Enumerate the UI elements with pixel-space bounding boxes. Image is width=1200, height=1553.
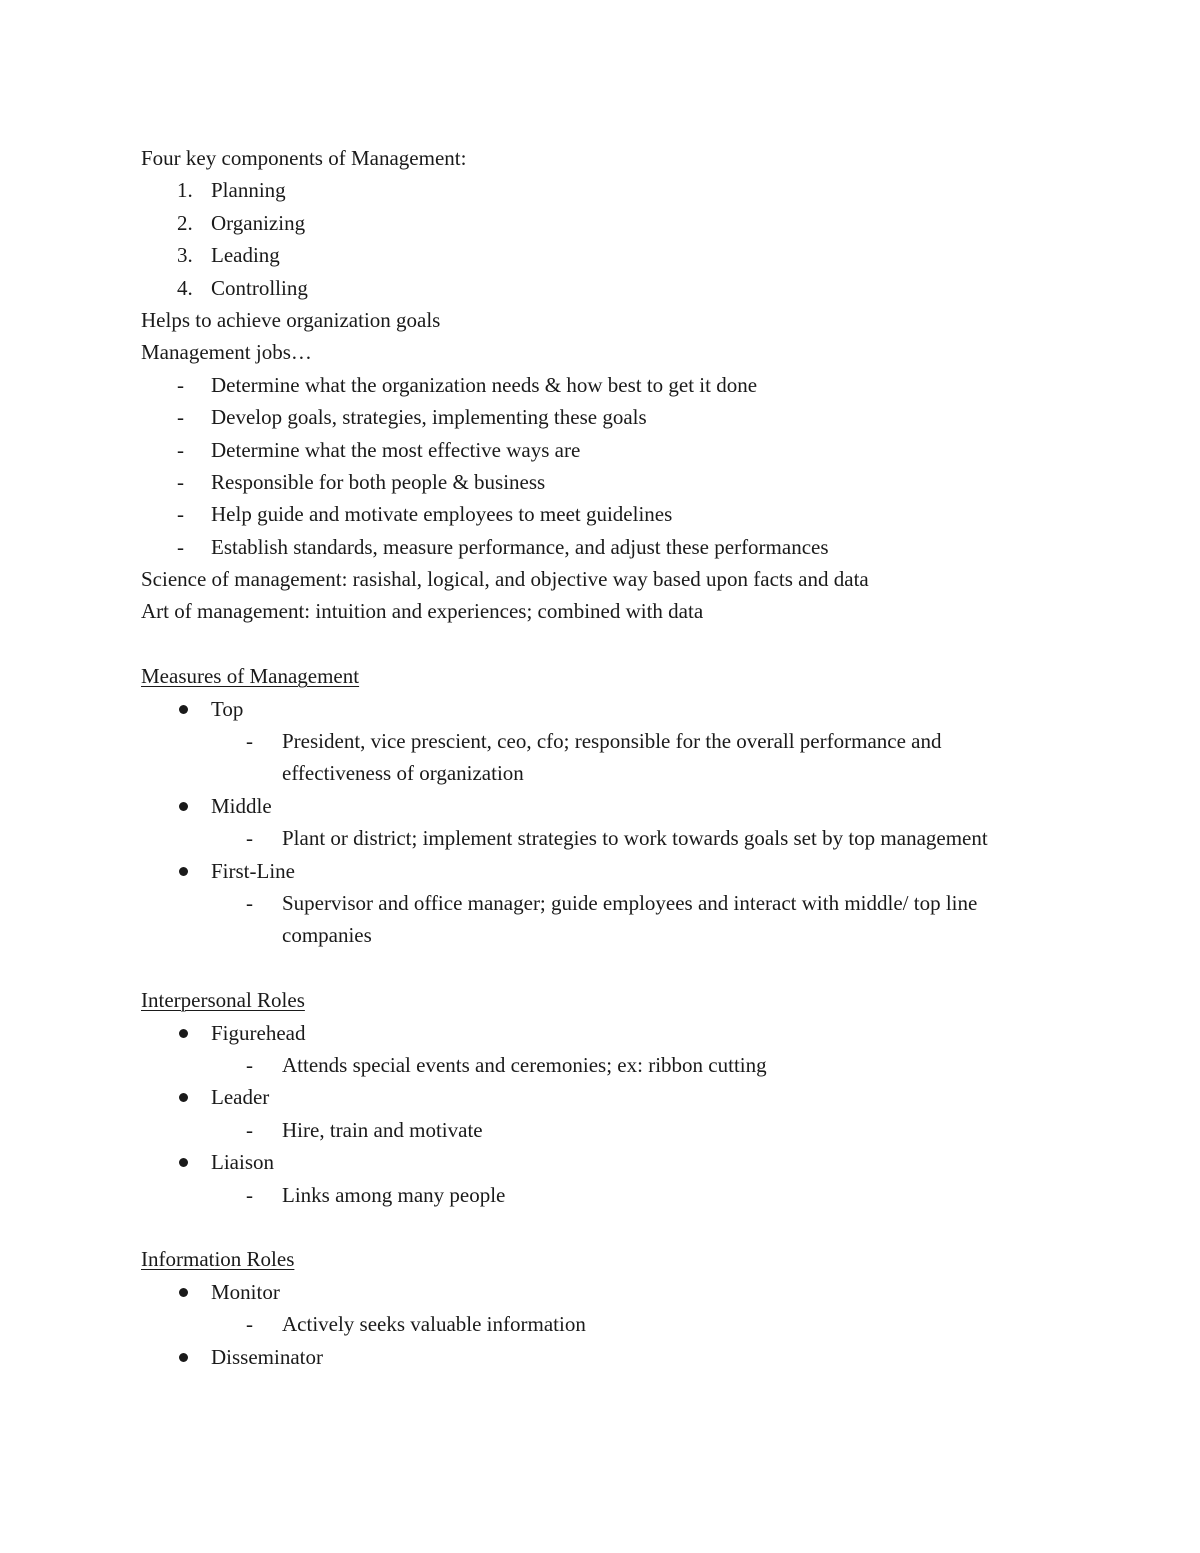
bullet-icon: [179, 1093, 188, 1102]
spacer: [141, 628, 1101, 660]
list-number: 1.: [177, 178, 193, 203]
sub-item-text: Hire, train and motivate: [282, 1117, 483, 1142]
bullet-item: [141, 1276, 1101, 1308]
bullet-label: First-Line: [211, 858, 295, 883]
dash-marker: -: [246, 826, 253, 851]
list-item-text: Establish standards, measure performance, and adjust these performances: [211, 534, 829, 559]
art-text: Art of management: intuition and experiences; combined with data: [141, 599, 704, 624]
dash-marker: -: [246, 1182, 253, 1207]
list-item: [141, 207, 1101, 239]
section-heading: [141, 660, 1101, 692]
list-item: [141, 239, 1101, 271]
list-item-text: Organizing: [211, 210, 306, 235]
sub-item: [141, 1179, 1101, 1211]
jobs-heading: Management jobs…: [141, 340, 312, 365]
list-item: [141, 434, 1101, 466]
sub-item-text: Links among many people: [282, 1182, 506, 1207]
dash-marker: -: [177, 437, 184, 462]
list-item: [141, 466, 1101, 498]
helps-text: Helps to achieve organization goals: [141, 307, 441, 332]
bullet-icon: [179, 705, 188, 714]
bullet-label: Liaison: [211, 1150, 274, 1175]
information-heading: Information Roles: [141, 1247, 295, 1272]
bullet-icon: [179, 1029, 188, 1038]
list-item-text: Controlling: [211, 275, 308, 300]
list-item: [141, 174, 1101, 206]
bullet-item: [141, 1017, 1101, 1049]
section-heading: [141, 1243, 1101, 1275]
dash-marker: -: [177, 405, 184, 430]
bullet-label: Monitor: [211, 1279, 280, 1304]
list-item-text: Leading: [211, 243, 280, 268]
list-item: [141, 531, 1101, 563]
sub-item: [141, 725, 1022, 790]
sub-item-text: Plant or district; implement strategies to work towards goals set by top management: [282, 826, 988, 851]
list-item-text: Responsible for both people & business: [211, 469, 546, 494]
sub-item-text: Attends special events and ceremonies; ex: ribbon cutting: [282, 1053, 767, 1078]
spacer: [141, 952, 1101, 984]
bullet-label: Figurehead: [211, 1020, 306, 1045]
sub-item: [141, 1049, 1101, 1081]
sub-item-text: Actively seeks valuable information: [282, 1312, 586, 1337]
bullet-icon: [179, 1288, 188, 1297]
measures-heading: Measures of Management: [141, 664, 360, 689]
list-item-text: Develop goals, strategies, implementing these goals: [211, 405, 647, 430]
sub-item-text: President, vice prescient, ceo, cfo; responsible for the overall performance and effectiveness of organization: [282, 729, 942, 786]
sub-item: [141, 822, 1022, 854]
bullet-item: [141, 1341, 1101, 1373]
list-item: [141, 272, 1101, 304]
interpersonal-heading: Interpersonal Roles: [141, 988, 305, 1013]
bullet-icon: [179, 1353, 188, 1362]
bullet-item: [141, 1146, 1101, 1178]
bullet-label: Disseminator: [211, 1344, 323, 1369]
bullet-item: [141, 855, 1101, 887]
bullet-item: [141, 1081, 1101, 1113]
list-number: 2.: [177, 210, 193, 235]
dash-marker: -: [177, 372, 184, 397]
list-item: [141, 401, 1101, 433]
list-number: 4.: [177, 275, 193, 300]
bullet-label: Top: [211, 696, 244, 721]
dash-marker: -: [246, 729, 253, 754]
bullet-icon: [179, 1158, 188, 1167]
dash-marker: -: [246, 1312, 253, 1337]
list-item: [141, 369, 1101, 401]
components-heading: Four key components of Management:: [141, 146, 467, 170]
bullet-item: [141, 693, 1101, 725]
dash-marker: -: [246, 1117, 253, 1142]
science-text: Science of management: rasishal, logical, and objective way based upon facts and data: [141, 567, 869, 592]
bullet-label: Leader: [211, 1085, 270, 1110]
bullet-icon: [179, 867, 188, 876]
list-item-text: Determine what the most effective ways are: [211, 437, 581, 462]
sub-item-text: Supervisor and office manager; guide employees and interact with middle/ top line companies: [282, 891, 978, 948]
sub-item: [141, 1114, 1101, 1146]
dash-marker: -: [177, 502, 184, 527]
spacer: [141, 1211, 1101, 1243]
sub-item: [141, 887, 1022, 952]
dash-marker: -: [246, 1053, 253, 1078]
bullet-item: [141, 790, 1101, 822]
list-item: [141, 498, 1101, 530]
dash-marker: -: [177, 469, 184, 494]
bullet-label: Middle: [211, 793, 272, 818]
dash-marker: -: [246, 891, 253, 916]
list-number: 3.: [177, 243, 193, 268]
list-item-text: Help guide and motivate employees to meet guidelines: [211, 502, 673, 527]
bullet-icon: [179, 802, 188, 811]
sub-item: [141, 1308, 1101, 1340]
dash-marker: -: [177, 534, 184, 559]
list-item-text: Determine what the organization needs & how best to get it done: [211, 372, 758, 397]
list-item-text: Planning: [211, 178, 286, 203]
section-heading: [141, 984, 1101, 1016]
document-page: [141, 142, 1101, 1373]
